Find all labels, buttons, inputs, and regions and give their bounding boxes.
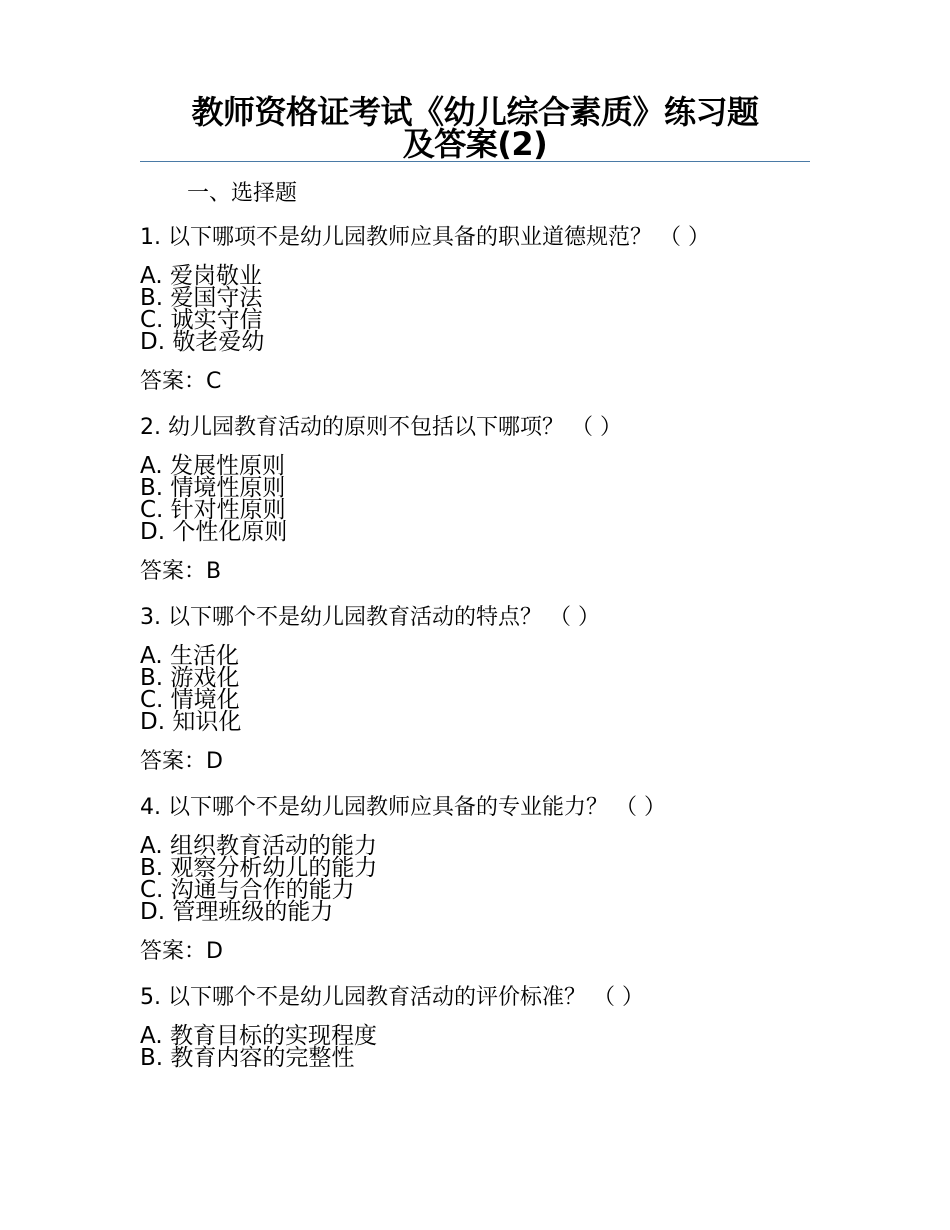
option-b: B. 情境性原则 [140,475,286,501]
question-2 [140,413,820,587]
option-c: C. 针对性原则 [140,497,286,523]
option-c: C. 情境化 [140,687,240,713]
question-text: 1. 以下哪项不是幼儿园教师应具备的职业道德规范？ （ ） [140,225,710,250]
option-d: D. 敬老爱幼 [140,329,265,355]
option-d: D. 个性化原则 [140,519,288,545]
question-4 [140,793,820,967]
option-list [140,455,820,543]
question-text: 4. 以下哪个不是幼儿园教师应具备的专业能力？ （ ） [140,795,666,820]
title-line-2: 及答案(2) [402,125,548,163]
answer-text: 答案：D [140,939,223,964]
option-a: A. 教育目标的实现程度 [140,1023,377,1049]
answer-text: 答案：D [140,749,223,774]
title-underline [140,161,810,162]
option-b: B. 爱国守法 [140,285,263,311]
section-heading: 一、选择题 [187,181,298,206]
question-5 [140,983,820,1069]
option-a: A. 生活化 [140,643,239,669]
question-3 [140,603,820,777]
option-list [140,645,820,733]
option-list [140,835,820,923]
option-a: A. 组织教育活动的能力 [140,833,377,859]
option-list [140,1025,820,1069]
option-d: D. 知识化 [140,709,242,735]
answer-text: 答案：C [140,369,222,394]
question-text: 5. 以下哪个不是幼儿园教育活动的评价标准？ （ ） [140,985,644,1010]
question-list [140,223,820,1085]
answer-text: 答案：B [140,559,222,584]
option-a: A. 爱岗敬业 [140,263,262,289]
document-title [140,93,810,163]
question-text: 2. 幼儿园教育活动的原则不包括以下哪项？ （ ） [140,415,622,440]
option-c: C. 沟通与合作的能力 [140,877,355,903]
option-b: B. 观察分析幼儿的能力 [140,855,378,881]
option-c: C. 诚实守信 [140,307,263,333]
option-a: A. 发展性原则 [140,453,285,479]
question-text: 3. 以下哪个不是幼儿园教育活动的特点？ （ ） [140,605,600,630]
question-1 [140,223,820,397]
option-d: D. 管理班级的能力 [140,899,334,925]
option-b: B. 教育内容的完整性 [140,1045,355,1071]
option-b: B. 游戏化 [140,665,240,691]
option-list [140,265,820,353]
title-line-1: 教师资格证考试《幼儿综合素质》练习题 [191,93,759,131]
